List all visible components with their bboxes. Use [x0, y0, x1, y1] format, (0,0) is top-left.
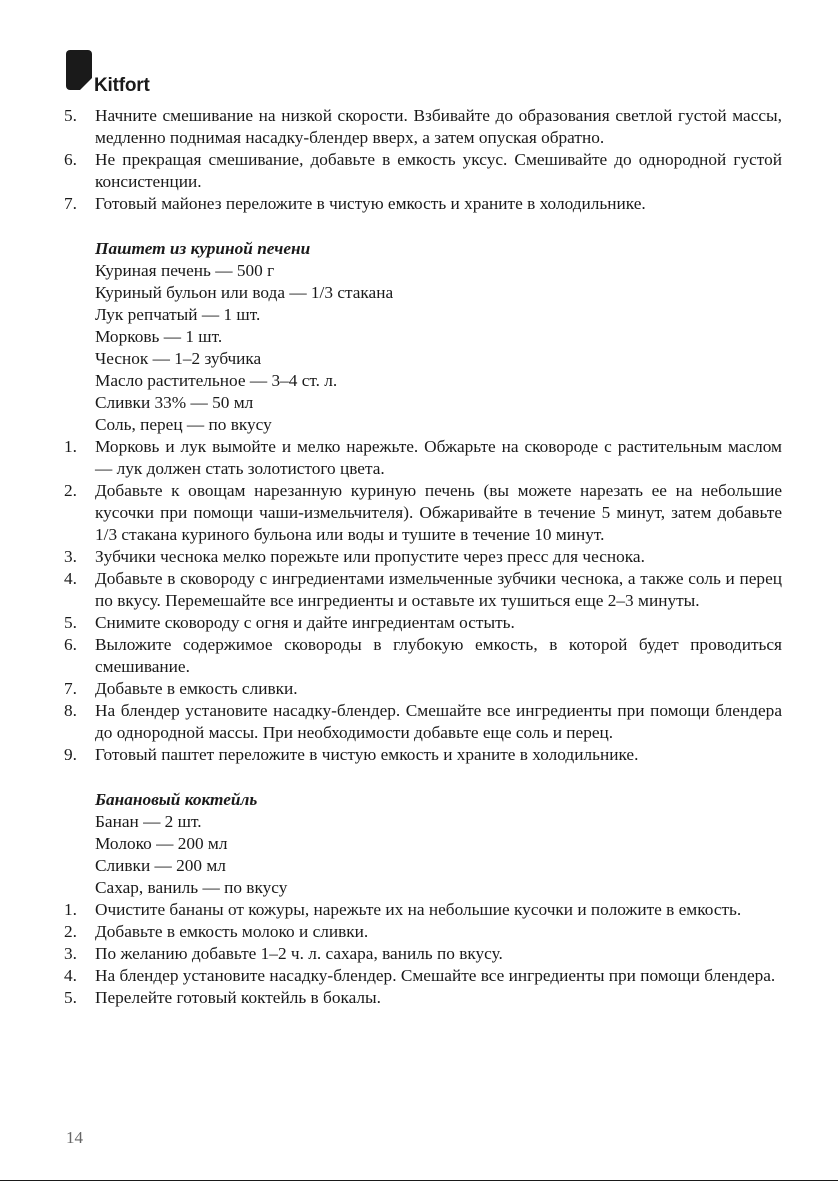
step-text: Перелейте готовый коктейль в бокалы. — [95, 988, 381, 1007]
page-number: 14 — [66, 1128, 83, 1147]
step-text: На блендер установите насадку-блендер. Смешайте все ингредиенты при помощи блендера. — [95, 966, 776, 985]
recipe-steps — [64, 899, 782, 1009]
step-number: 2. — [64, 481, 77, 500]
ingredient-item: Сливки — 200 мл — [95, 856, 226, 875]
ingredient-item: Масло растительное — 3–4 ст. л. — [95, 371, 338, 390]
step-item — [64, 105, 782, 149]
step-text: Готовый майонез переложите в чистую емкость и храните в холодильнике. — [95, 194, 646, 213]
step-item — [64, 921, 782, 943]
brand-logo — [66, 50, 186, 100]
step-item — [64, 678, 782, 700]
step-number: 1. — [64, 437, 77, 456]
ingredient-item: Соль, перец — по вкусу — [95, 415, 272, 434]
step-item — [64, 149, 782, 193]
step-item — [64, 700, 782, 744]
brand-name: Kitfort — [94, 75, 150, 96]
step-text: Очистите бананы от кожуры, нарежьте их на небольшие кусочки и положите в емкость. — [95, 900, 742, 919]
step-text: Добавьте в сковороду с ингредиентами измельченные зубчики чеснока, а также соль и перец по вкусу. Перемешайте все ингредиенты и оставьте их тушиться еще 2–3 минуты. — [95, 569, 782, 610]
step-number: 5. — [64, 988, 77, 1007]
ingredient-item: Куриная печень — 500 г — [95, 261, 275, 280]
recipe-title: Паштет из куриной печени — [95, 239, 311, 258]
step-item — [64, 546, 782, 568]
step-number: 7. — [64, 679, 77, 698]
step-number: 4. — [64, 966, 77, 985]
step-number: 7. — [64, 194, 77, 213]
step-number: 5. — [64, 106, 77, 125]
step-item — [64, 193, 782, 215]
step-text: Выложите содержимое сковороды в глубокую емкость, в которой будет проводиться смешивание. — [95, 635, 782, 676]
ingredient-item: Морковь — 1 шт. — [95, 327, 223, 346]
ingredient-item: Сахар, ваниль — по вкусу — [95, 878, 288, 897]
step-item — [64, 899, 782, 921]
step-number: 3. — [64, 944, 77, 963]
ingredient-item: Банан — 2 шт. — [95, 812, 202, 831]
recipe-title: Банановый коктейль — [95, 790, 258, 809]
step-item — [64, 987, 782, 1009]
step-number: 5. — [64, 613, 77, 632]
step-text: Морковь и лук вымойте и мелко нарежьте. Обжарьте на сковороде с растительным маслом — лук должен стать золотистого цвета. — [95, 437, 782, 478]
step-item — [64, 634, 782, 678]
step-item — [64, 568, 782, 612]
ingredient-item: Лук репчатый — 1 шт. — [95, 305, 261, 324]
kitfort-logo-icon — [66, 50, 92, 90]
ingredients-list — [95, 811, 782, 899]
step-text: Добавьте в емкость молоко и сливки. — [95, 922, 369, 941]
step-item — [64, 436, 782, 480]
ingredient-item: Куриный бульон или вода — 1/3 стакана — [95, 283, 394, 302]
step-text: Добавьте к овощам нарезанную куриную печень (вы можете нарезать ее на небольшие кусочки при помощи чаши-измельчителя). Обжаривайте в течение 5 минут, затем добавьте 1/3 стакана куриного бульона или воды и тушите в течение 10 минут. — [95, 481, 782, 544]
continued-steps — [64, 105, 782, 215]
step-text: По желанию добавьте 1–2 ч. л. сахара, ваниль по вкусу. — [95, 944, 503, 963]
step-item — [64, 612, 782, 634]
step-item — [64, 943, 782, 965]
step-number: 4. — [64, 569, 77, 588]
page-bottom-divider — [0, 1180, 838, 1181]
step-text: Зубчики чеснока мелко порежьте или пропустите через пресс для чеснока. — [95, 547, 645, 566]
manual-content — [64, 105, 782, 1009]
step-number: 1. — [64, 900, 77, 919]
step-text: Готовый паштет переложите в чистую емкость и храните в холодильнике. — [95, 745, 639, 764]
step-item — [64, 480, 782, 546]
ingredients-list — [95, 260, 782, 436]
recipe-header — [64, 238, 782, 436]
step-item — [64, 744, 782, 766]
step-number: 8. — [64, 701, 77, 720]
step-text: Начните смешивание на низкой скорости. Взбивайте до образования светлой густой массы, медленно поднимая насадку-блендер вверх, а затем опуская обратно. — [95, 106, 782, 147]
step-text: Снимите сковороду с огня и дайте ингредиентам остыть. — [95, 613, 515, 632]
step-number: 6. — [64, 635, 77, 654]
recipe-header — [64, 789, 782, 899]
ingredient-item: Сливки 33% — 50 мл — [95, 393, 254, 412]
step-text: На блендер установите насадку-блендер. Смешайте все ингредиенты при помощи блендера до однородной массы. При необходимости добавьте еще соль и перец. — [95, 701, 782, 742]
step-number: 9. — [64, 745, 77, 764]
step-number: 2. — [64, 922, 77, 941]
step-item — [64, 965, 782, 987]
step-number: 3. — [64, 547, 77, 566]
step-text: Добавьте в емкость сливки. — [95, 679, 298, 698]
ingredient-item: Молоко — 200 мл — [95, 834, 228, 853]
step-number: 6. — [64, 150, 77, 169]
ingredient-item: Чеснок — 1–2 зубчика — [95, 349, 262, 368]
step-text: Не прекращая смешивание, добавьте в емкость уксус. Смешивайте до однородной густой консистенции. — [95, 150, 782, 191]
recipe-steps — [64, 436, 782, 766]
